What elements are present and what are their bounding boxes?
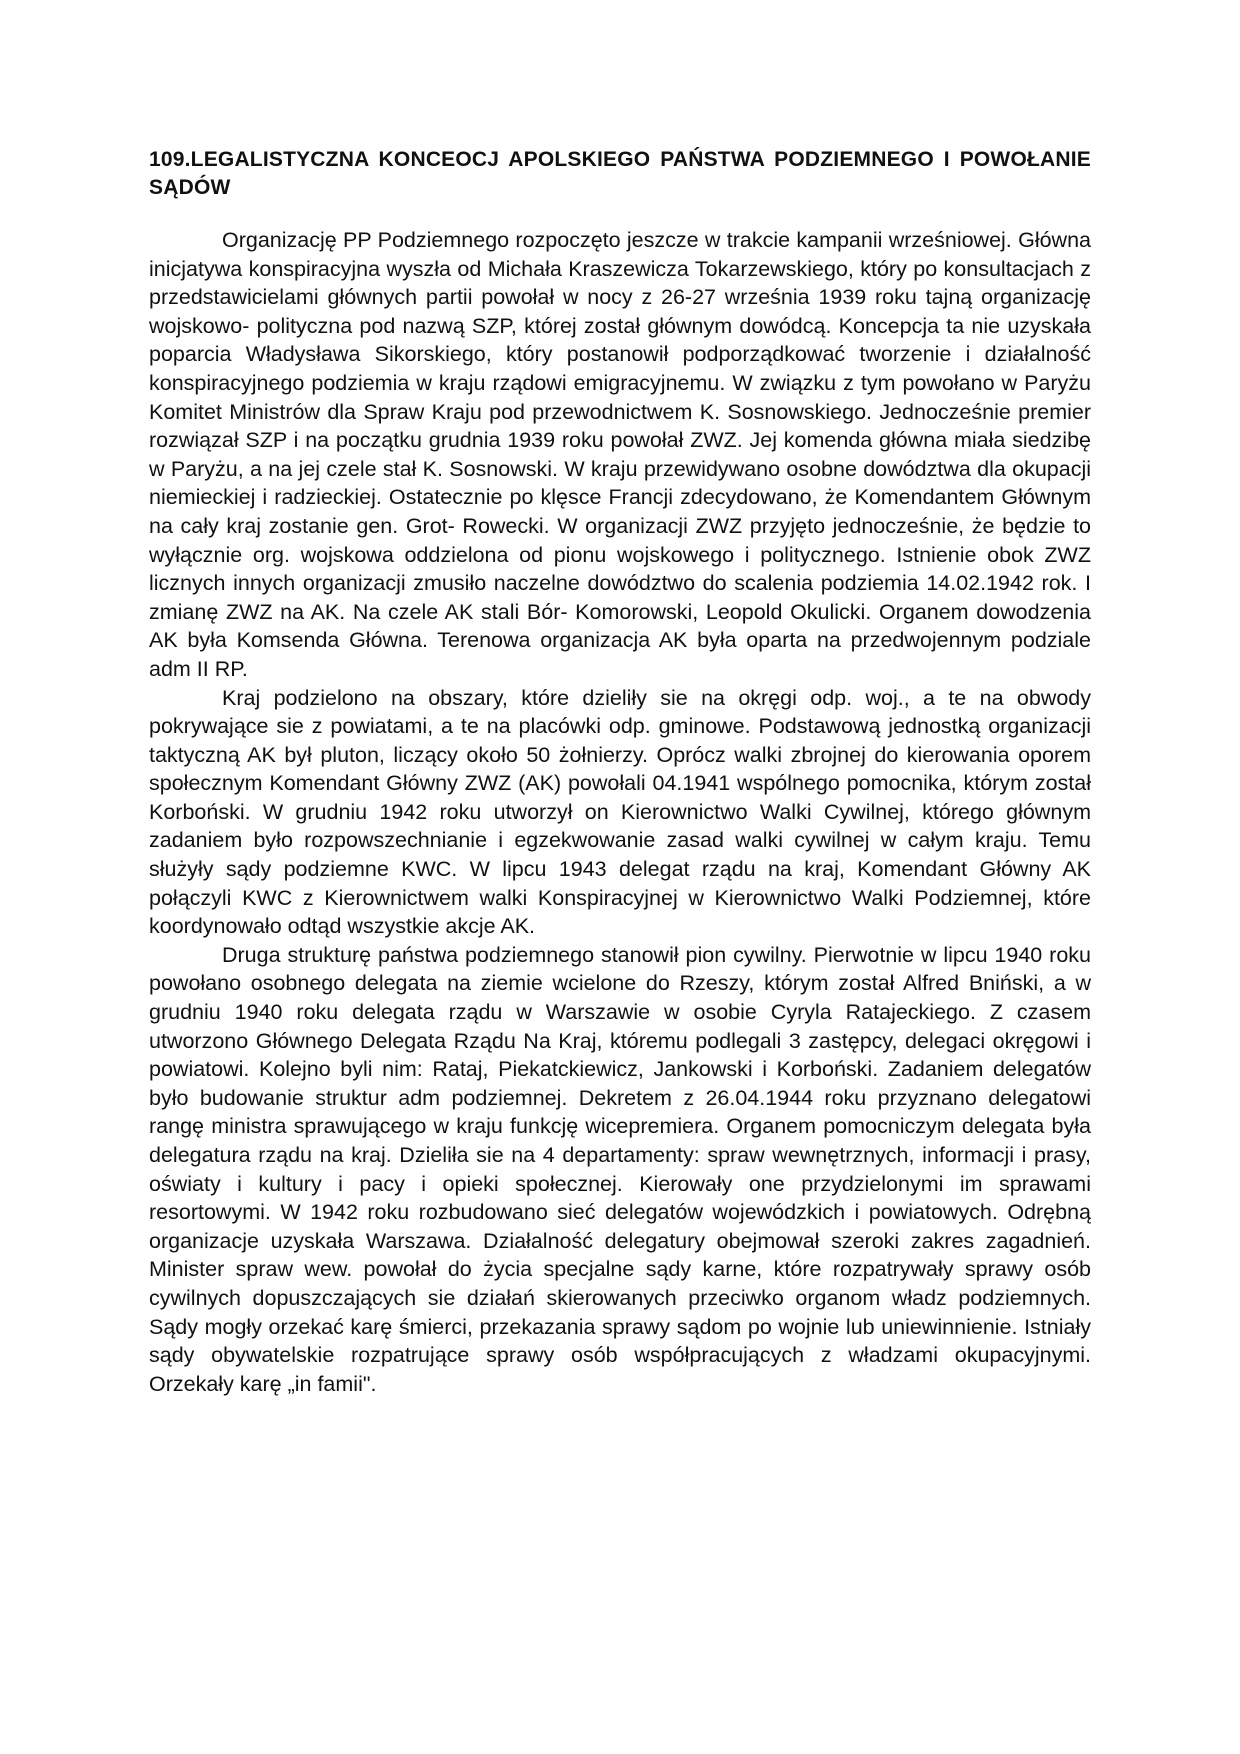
- paragraph-2: Kraj podzielono na obszary, które dzieliły sie na okręgi odp. woj., a te na obwody pokrywające sie z powiatami, a te na placówki odp. gminowe. Podstawową jednostką organizacji taktyczną AK był pluton, liczący około 50 żołnierzy. Oprócz walki zbrojnej do kierowania oporem społecznym Komendant Główny ZWZ (AK) powołali 04.1941 wspólnego pomocnika, którym został Korboński. W grudniu 1942 roku utworzył on Kierownictwo Walki Cywilnej, którego głównym zadaniem było rozpowszechnianie i egzekwowanie zasad walki cywilnej w całym kraju. Temu służyły sądy podziemne KWC. W lipcu 1943 delegat rządu na kraj, Komendant Główny AK połączyli KWC z Kierownictwem walki Konspiracyjnej w Kierownictwo Walki Podziemnej, które koordynowało odtąd wszystkie akcje AK.: [149, 685, 1091, 939]
- paragraph-3: Druga strukturę państwa podziemnego stanowił pion cywilny. Pierwotnie w lipcu 1940 roku powołano osobnego delegata na ziemie wcielone do Rzeszy, którym został Alfred Bniński, a w grudniu 1940 roku delegata rządu w Warszawie w osobie Cyryla Ratajeckiego. Z czasem utworzono Głównego Delegata Rządu Na Kraj, któremu podlegali 3 zastępcy, delegaci okręgowi i powiatowi. Kolejno byli nim: Rataj, Piekatckiewicz, Jankowski i Korboński. Zadaniem delegatów było budowanie struktur adm podziemnej. Dekretem z 26.04.1944 roku przyznano delegatowi rangę ministra sprawującego w kraju funkcję wicepremiera. Organem pomocniczym delegata była delegatura rządu na kraj. Dzieliła sie na 4 departamenty: spraw wewnętrznych, informacji i prasy, oświaty i kultury i pacy i opieki społecznej. Kierowały one przydzielonymi im sprawami resortowymi. W 1942 roku rozbudowano sieć delegatów wojewódzkich i powiatowych. Odrębną organizacje uzyskała Warszawa. Działalność delegatury obejmował szeroki zakres zagadnień. Minister spraw wew. powołał do życia specjalne sądy karne, które rozpatrywały sprawy osób cywilnych dopuszczających sie działań skierowanych przeciwko organom władz podziemnych. Sądy mogły orzekać karę śmierci, przekazania sprawy sądom po wojnie lub uniewinnienie. Istniały sądy obywatelskie rozpatrujące sprawy osób współpracujących z władzami okupacyjnymi. Orzekały karę „in famii".: [149, 942, 1091, 1396]
- document-page: [149, 146, 1091, 1398]
- document-title: 109.LEGALISTYCZNA KONCEOCJ APOLSKIEGO PAŃSTWA PODZIEMNEGO I POWOŁANIE SĄDÓW: [149, 148, 1091, 199]
- paragraph-1: Organizację PP Podziemnego rozpoczęto jeszcze w trakcie kampanii wrześniowej. Główna inicjatywa konspiracyjna wyszła od Michała Kraszewicza Tokarzewskiego, który po konsultacjach z przedstawicielami głównych partii powołał w nocy z 26-27 września 1939 roku tajną organizację wojskowo- polityczna pod nazwą SZP, której został głównym dowódcą. Koncepcja ta nie uzyskała poparcia Władysława Sikorskiego, który postanowił podporządkować tworzenie i działalność konspiracyjnego podziemia w kraju rządowi emigracyjnemu. W związku z tym powołano w Paryżu Komitet Ministrów dla Spraw Kraju pod przewodnictwem K. Sosnowskiego. Jednocześnie premier rozwiązał SZP i na początku grudnia 1939 roku powołał ZWZ. Jej komenda główna miała siedzibę w Paryżu, a na jej czele stał K. Sosnowski. W kraju przewidywano osobne dowództwa dla okupacji niemieckiej i radzieckiej. Ostatecznie po klęsce Francji zdecydowano, że Komendantem Głównym na cały kraj zostanie gen. Grot- Rowecki. W organizacji ZWZ przyjęto jednocześnie, że będzie to wyłącznie org. wojskowa oddzielona od pionu wojskowego i politycznego. Istnienie obok ZWZ licznych innych organizacji zmusiło naczelne dowództwo do scalenia podziemia 14.02.1942 rok. I zmianę ZWZ na AK. Na czele AK stali Bór- Komorowski, Leopold Okulicki. Organem dowodzenia AK była Komsenda Główna. Terenowa organizacja AK była oparta na przedwojennym podziale adm II RP.: [149, 228, 1091, 681]
